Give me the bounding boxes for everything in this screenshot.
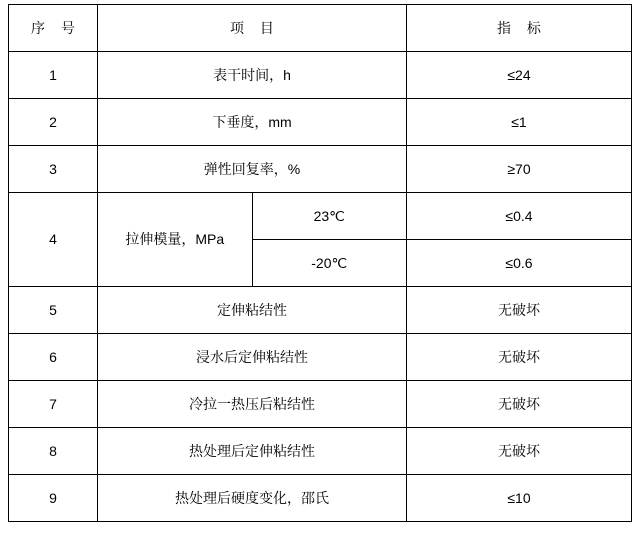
- row-item: 冷拉一热压后粘结性: [98, 381, 407, 428]
- row-no: 8: [9, 428, 98, 475]
- row-index: ≥70: [407, 146, 632, 193]
- column-header-index-label: 指 标: [497, 19, 547, 36]
- row-no: 9: [9, 475, 98, 522]
- row-item: 浸水后定伸粘结性: [98, 334, 407, 381]
- table-row: [9, 475, 632, 522]
- row-index: 无破坏: [407, 428, 632, 475]
- table-row: [9, 193, 632, 240]
- row-index: ≤1: [407, 99, 632, 146]
- row-sub-condition: 23℃: [252, 193, 407, 240]
- row-item: 下垂度，mm: [98, 99, 407, 146]
- column-header-item-label: 项 目: [230, 19, 280, 36]
- column-header-no-label: 序 号: [31, 19, 81, 36]
- row-no: 4: [9, 193, 98, 287]
- row-item: 拉伸模量，MPa: [98, 193, 253, 287]
- row-no: 1: [9, 52, 98, 99]
- row-index: ≤0.4: [407, 193, 632, 240]
- table-row: [9, 52, 632, 99]
- column-header-item: [98, 5, 407, 52]
- table-header-row: [9, 5, 632, 52]
- column-header-no: [9, 5, 98, 52]
- row-item: 定伸粘结性: [98, 287, 407, 334]
- row-sub-condition: -20℃: [252, 240, 407, 287]
- row-no: 5: [9, 287, 98, 334]
- table-row: [9, 334, 632, 381]
- table-row: [9, 146, 632, 193]
- row-no: 7: [9, 381, 98, 428]
- row-index: 无破坏: [407, 287, 632, 334]
- row-item: 弹性回复率，%: [98, 146, 407, 193]
- specification-table: [8, 4, 632, 522]
- row-index: 无破坏: [407, 334, 632, 381]
- table-row: [9, 381, 632, 428]
- table-row: [9, 428, 632, 475]
- row-no: 2: [9, 99, 98, 146]
- table-row: [9, 287, 632, 334]
- row-item: 表干时间，h: [98, 52, 407, 99]
- row-item: 热处理后定伸粘结性: [98, 428, 407, 475]
- row-no: 6: [9, 334, 98, 381]
- row-index: 无破坏: [407, 381, 632, 428]
- row-index: ≤0.6: [407, 240, 632, 287]
- row-no: 3: [9, 146, 98, 193]
- column-header-index: [407, 5, 632, 52]
- table-row: [9, 99, 632, 146]
- row-item: 热处理后硬度变化，邵氏: [98, 475, 407, 522]
- row-index: ≤24: [407, 52, 632, 99]
- row-index: ≤10: [407, 475, 632, 522]
